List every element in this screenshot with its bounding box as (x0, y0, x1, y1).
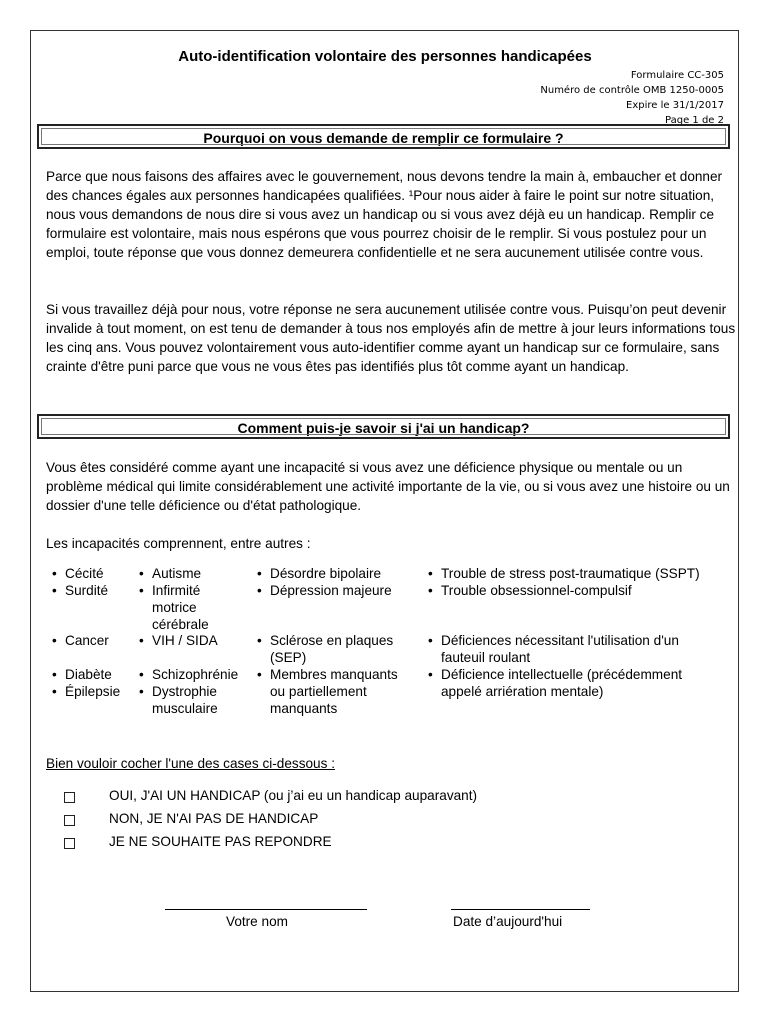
list-item: • Trouble obsessionnel-compulsif (428, 583, 632, 598)
section-heading-why (37, 124, 730, 149)
section-heading-text: Pourquoi on vous demande de remplir ce formulaire ? (203, 130, 564, 146)
name-signature-line[interactable] (165, 909, 367, 910)
option-no-label: NON, JE N'AI PAS DE HANDICAP (109, 811, 319, 826)
paragraph-why-1: Parce que nous faisons des affaires avec le gouvernement, nous devons tendre la main à, embaucher et donner des chances égales aux personnes handicapées qualifiées. ¹Pour nous aider à faire le point sur notre situation, nous vous demandons de nous dire si vous avez un handicap ou si vous avez déjà eu un handicap. Remplir ce formulaire est volontaire, mais nous espérons que vous pourrez choisir de le remplir. Si vous postulez pour un emploi, toute réponse que vous donnez demeurera confidentielle et ne sera aucunement utilisée contre vous. (46, 169, 723, 260)
form-number: Formulaire CC-305 (630, 70, 724, 81)
checkbox-yes[interactable] (64, 792, 75, 803)
option-no-answer-label: JE NE SOUHAITE PAS REPONDRE (109, 834, 332, 849)
choices-intro: Bien vouloir cocher l'une des cases ci-dessous : (46, 756, 335, 771)
form-meta (540, 68, 724, 128)
list-item: • Surdité (52, 583, 109, 598)
list-item: • VIH / SIDA (139, 633, 218, 648)
name-label: Votre nom (226, 914, 288, 929)
list-item: • Schizophrénie (139, 667, 239, 682)
list-item: • Dépression majeure (257, 583, 392, 598)
list-item: • Infirmité motrice cérébrale (139, 583, 209, 632)
list-item: • Déficience intellectuelle (précédemment appelé arriération mentale) (428, 667, 683, 699)
section-heading-how (37, 414, 730, 439)
paragraph-why-2: Si vous travaillez déjà pour nous, votre réponse ne sera aucunement utilisée contre vous. Puisqu’on peut devenir invalide à tout moment, on est tenu de demander à tous nos employés afin de mettre à jour leurs informations tous les cinq ans. Vous pouvez volontairement vous auto-identifier comme ayant un handicap sur ce formulaire, sans crainte d'être puni parce que vous ne vous êtes pas identifiés plus tôt comme ayant un handicap. (46, 302, 736, 374)
omb-number: Numéro de contrôle OMB 1250-0005 (540, 85, 724, 96)
list-item: • Cécité (52, 566, 104, 581)
page-number: Page 1 de 2 (665, 115, 724, 126)
checkbox-no[interactable] (64, 815, 75, 826)
list-item: • Désordre bipolaire (257, 566, 382, 581)
date-label: Date d’aujourd'hui (453, 914, 563, 929)
list-intro: Les incapacités comprennent, entre autres : (46, 536, 311, 551)
date-signature-line[interactable] (451, 909, 590, 910)
paragraph-definition: Vous êtes considéré comme ayant une incapacité si vous avez une déficience physique ou mentale ou un problème médical qui limite considérablement une activité importante de la vie, ou si vous avez une histoire ou un dossier d'une telle déficience ou d'état pathologique. (46, 460, 730, 513)
list-item: • Cancer (52, 633, 109, 648)
list-item: • Trouble de stress post-traumatique (SSPT) (428, 566, 700, 581)
list-item: • Diabète (52, 667, 112, 682)
list-item: • Déficiences nécessitant l'utilisation d'un fauteuil roulant (428, 633, 679, 665)
option-yes-label: OUI, J'AI UN HANDICAP (ou j’ai eu un handicap auparavant) (109, 788, 478, 803)
expiry-date: Expire le 31/1/2017 (626, 100, 724, 111)
form-title: Auto-identification volontaire des personnes handicapées (178, 48, 592, 65)
list-item: • Autisme (139, 566, 202, 581)
list-item: • Sclérose en plaques (SEP) (257, 633, 394, 665)
list-item: • Épilepsie (52, 684, 121, 699)
checkbox-no-answer[interactable] (64, 838, 75, 849)
list-item: • Membres manquants ou partiellement manquants (257, 667, 398, 716)
list-item: • Dystrophie musculaire (139, 684, 218, 716)
section-heading-text: Comment puis-je savoir si j'ai un handicap? (237, 420, 530, 436)
